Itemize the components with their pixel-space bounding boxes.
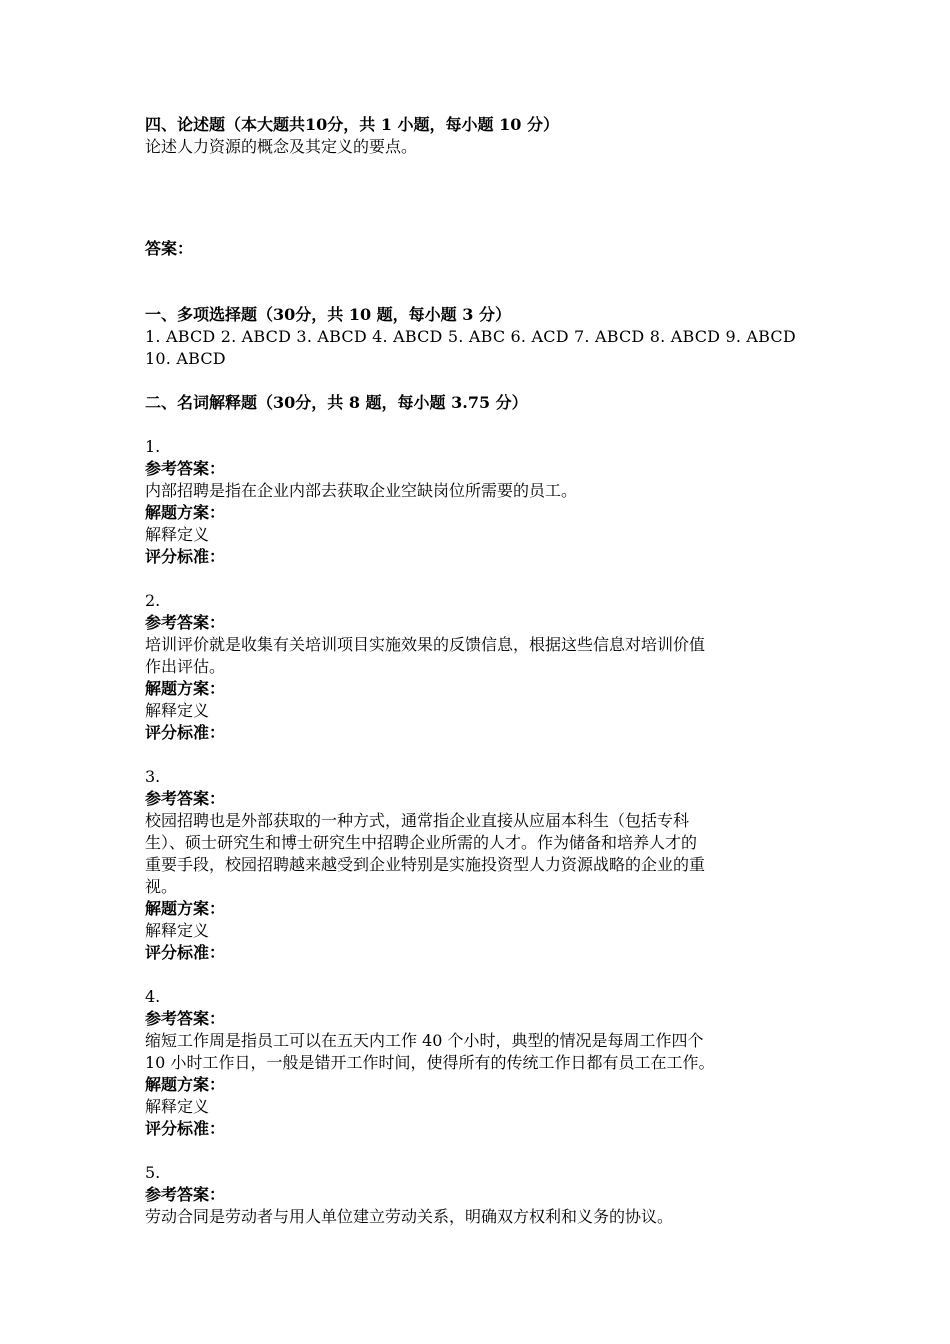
essay-heading: 四、论述题（本大题共10分，共 1 小题，每小题 10 分）	[145, 115, 559, 134]
solution-plan-text: 解释定义	[145, 701, 210, 720]
solution-plan-label: 解题方案：	[145, 503, 226, 522]
term-number: 3.	[145, 767, 161, 786]
reference-answer-text: 重要手段，校园招聘越来越受到企业特别是实施投资型人力资源战略的企业的重	[145, 855, 706, 874]
solution-plan-label: 解题方案：	[145, 1075, 226, 1094]
term-item	[145, 590, 810, 744]
term-number: 1.	[145, 437, 161, 456]
spacer	[145, 370, 810, 392]
term-item	[145, 766, 810, 964]
reference-answer-text: 作出评估。	[145, 657, 226, 676]
terms-list	[145, 436, 810, 1228]
terms-heading: 二、名词解释题（30分，共 8 题，每小题 3.75 分）	[145, 393, 528, 412]
solution-plan-text: 解释定义	[145, 525, 210, 544]
answers-heading: 答案：	[145, 239, 194, 258]
solution-plan-text: 解释定义	[145, 921, 210, 940]
spacer	[145, 414, 810, 436]
term-item	[145, 436, 810, 568]
scoring-standard-label: 评分标准：	[145, 1119, 226, 1138]
reference-answer-text: 缩短工作周是指员工可以在五天内工作 40 个小时，典型的情况是每周工作四个	[145, 1031, 704, 1050]
reference-answer-text: 内部招聘是指在企业内部去获取企业空缺岗位所需要的员工。	[145, 481, 578, 500]
mc-heading: 一、多项选择题（30分，共 10 题，每小题 3 分）	[145, 305, 511, 324]
reference-answer-label: 参考答案：	[145, 459, 226, 478]
spacer	[145, 158, 810, 238]
mc-answers-line-2: 10. ABCD	[145, 349, 226, 368]
reference-answer-label: 参考答案：	[145, 789, 226, 808]
reference-answer-text: 生）、硕士研究生和博士研究生中招聘企业所需的人才。作为储备和培养人才的	[145, 833, 698, 852]
reference-answer-label: 参考答案：	[145, 1185, 226, 1204]
reference-answer-text: 10 小时工作日，一般是错开工作时间，使得所有的传统工作日都有员工在工作。	[145, 1053, 715, 1072]
essay-question: 论述人力资源的概念及其定义的要点。	[145, 137, 418, 156]
solution-plan-label: 解题方案：	[145, 679, 226, 698]
solution-plan-text: 解释定义	[145, 1097, 210, 1116]
term-item	[145, 1162, 810, 1228]
scoring-standard-label: 评分标准：	[145, 943, 226, 962]
term-number: 5.	[145, 1163, 161, 1182]
scoring-standard-label: 评分标准：	[145, 723, 226, 742]
reference-answer-text: 视。	[145, 877, 178, 896]
term-item	[145, 986, 810, 1140]
document-page	[145, 114, 810, 1228]
scoring-standard-label: 评分标准：	[145, 547, 226, 566]
reference-answer-text: 培训评价就是收集有关培训项目实施效果的反馈信息，根据这些信息对培训价值	[145, 635, 706, 654]
reference-answer-label: 参考答案：	[145, 1009, 226, 1028]
term-number: 4.	[145, 987, 161, 1006]
reference-answer-label: 参考答案：	[145, 613, 226, 632]
reference-answer-text: 校园招聘也是外部获取的一种方式，通常指企业直接从应届本科生（包括专科	[145, 811, 690, 830]
term-number: 2.	[145, 591, 161, 610]
solution-plan-label: 解题方案：	[145, 899, 226, 918]
reference-answer-text: 劳动合同是劳动者与用人单位建立劳动关系，明确双方权利和义务的协议。	[145, 1207, 674, 1226]
mc-answers-line-1: 1. ABCD 2. ABCD 3. ABCD 4. ABCD 5. ABC 6. ACD 7. ABCD 8. ABCD 9. ABCD	[145, 327, 796, 346]
spacer	[145, 260, 810, 304]
